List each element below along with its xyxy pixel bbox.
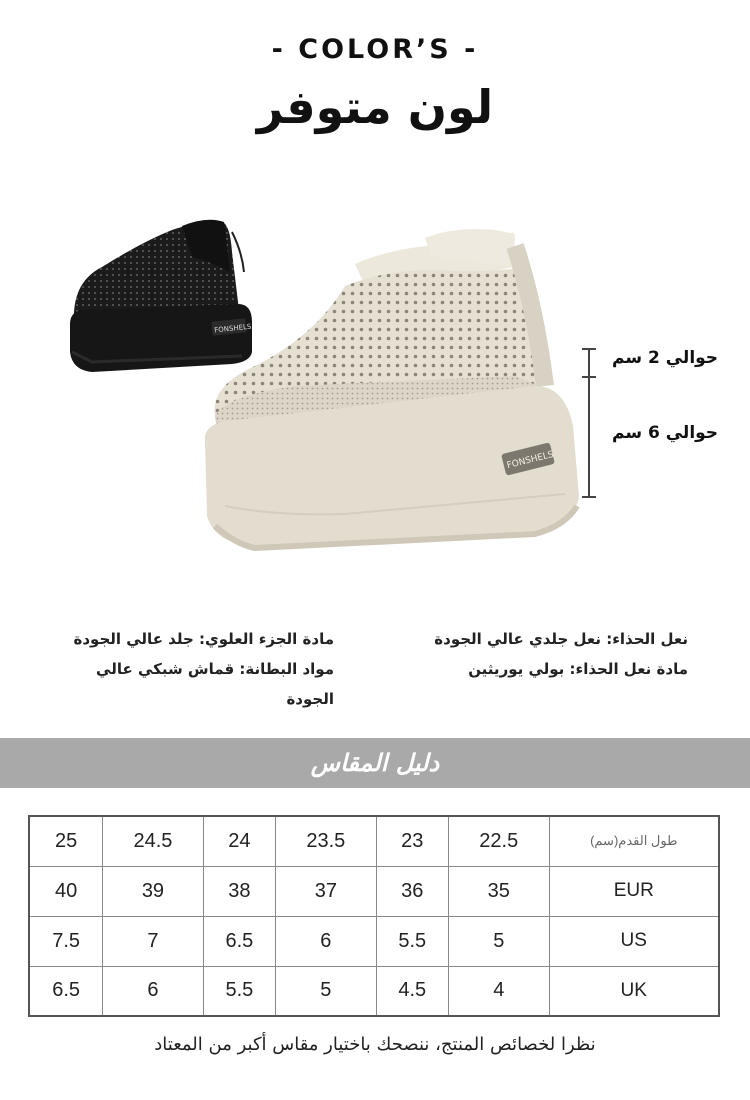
brand-label-black: FONSHELS <box>213 322 252 335</box>
size-advice-note: نظرا لخصائص المنتج، ننصحك باختيار مقاس أكبر من المعتاد <box>154 1034 596 1055</box>
table-cell: 5.5 <box>376 916 448 966</box>
table-cell: 6 <box>103 966 203 1016</box>
size-table <box>28 815 720 1017</box>
row-label-uk: UK <box>549 966 719 1016</box>
table-cell: 40 <box>29 866 103 916</box>
title-colors-en: - COLOR’S - <box>271 34 479 65</box>
table-row <box>29 816 719 866</box>
table-cell: 5 <box>449 916 550 966</box>
measure-tick-bottom <box>582 496 596 498</box>
table-cell: 4 <box>449 966 550 1016</box>
table-cell: 35 <box>449 866 550 916</box>
table-cell: 39 <box>103 866 203 916</box>
spec-lining: مواد البطانة: قماش شبكي عالي <box>96 660 334 678</box>
table-cell: 23.5 <box>276 816 376 866</box>
row-label-eur: EUR <box>549 866 719 916</box>
spec-upper-material: مادة الجزء العلوي: جلد عالي الجودة <box>73 630 334 648</box>
spec-sole: نعل الحذاء: نعل جلدي عالي الجودة <box>434 630 688 648</box>
specs-left <box>40 624 334 714</box>
measure-sole-label: حوالي 6 سم <box>612 423 719 443</box>
size-guide-banner <box>0 738 750 788</box>
table-row <box>29 916 719 966</box>
table-cell: 25 <box>29 816 103 866</box>
table-row <box>29 866 719 916</box>
brand-label-beige: FONSHELS <box>505 449 555 472</box>
row-label-foot-length: طول القدم(سم) <box>549 816 719 866</box>
measure-line-upper <box>588 348 590 376</box>
measure-line-sole <box>588 376 590 496</box>
size-guide-title: دليل المقاس <box>310 749 440 777</box>
measure-upper-label: حوالي 2 سم <box>612 348 719 368</box>
table-cell: 7 <box>103 916 203 966</box>
table-cell: 5 <box>276 966 376 1016</box>
table-cell: 4.5 <box>376 966 448 1016</box>
table-cell: 5.5 <box>203 966 275 1016</box>
spec-sole-material: مادة نعل الحذاء: بولي يوريثين <box>468 660 688 678</box>
table-cell: 7.5 <box>29 916 103 966</box>
specs-right <box>400 624 688 684</box>
table-row <box>29 966 719 1016</box>
table-cell: 6.5 <box>29 966 103 1016</box>
table-cell: 24.5 <box>103 816 203 866</box>
table-cell: 23 <box>376 816 448 866</box>
table-cell: 38 <box>203 866 275 916</box>
table-cell: 22.5 <box>449 816 550 866</box>
row-label-us: US <box>549 916 719 966</box>
title-colors-ar: لون متوفر <box>256 80 494 134</box>
shoe-beige-image <box>195 226 595 556</box>
spec-lining-cont: الجودة <box>286 690 334 708</box>
table-cell: 24 <box>203 816 275 866</box>
table-cell: 37 <box>276 866 376 916</box>
table-cell: 6 <box>276 916 376 966</box>
table-cell: 6.5 <box>203 916 275 966</box>
table-cell: 36 <box>376 866 448 916</box>
